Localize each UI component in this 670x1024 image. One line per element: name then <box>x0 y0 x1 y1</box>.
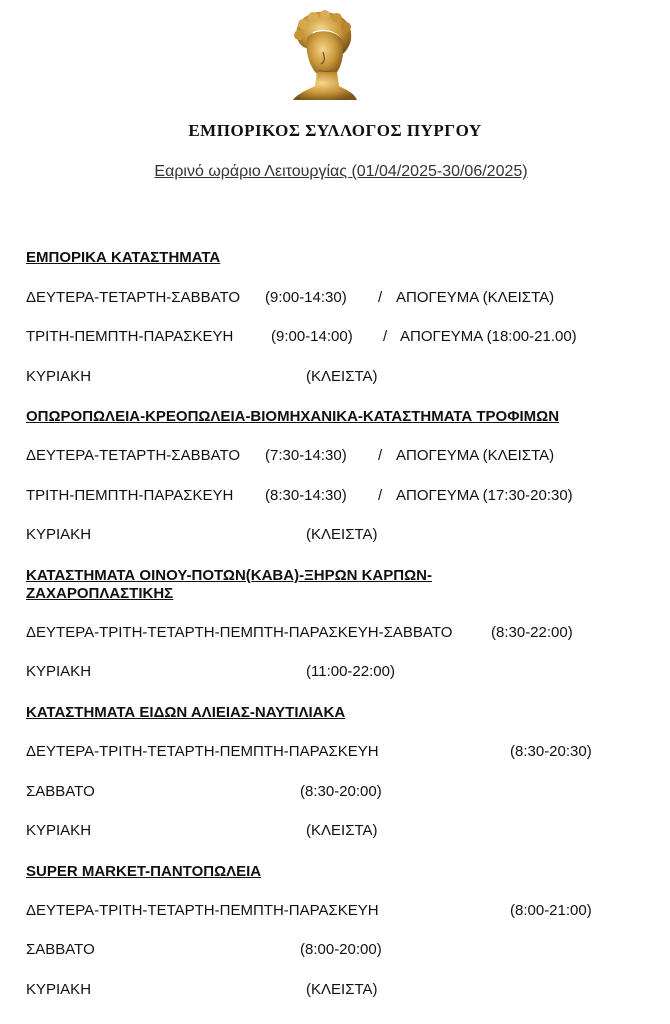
row-separator: / <box>383 328 388 345</box>
row-days: ΔΕΥΤΕΡΑ-ΤΕΤΑΡΤΗ-ΣΑΒΒΑΤΟ <box>26 447 241 464</box>
row-separator: / <box>378 447 383 464</box>
org-title: ΕΜΠΟΡΙΚΟΣ ΣΥΛΛΟΓΟΣ ΠΥΡΓΟΥ <box>188 121 482 140</box>
row-morning-hours: (8:30-14:30) <box>265 487 347 504</box>
row-morning-hours: (9:00-14:00) <box>271 328 353 345</box>
row-hours: (8:00-21:00) <box>510 902 592 919</box>
section-heading-grocers-butchers-food: ΟΠΩΡΟΠΩΛΕΙΑ-ΚΡΕΟΠΩΛΕΙΑ-ΒΙΟΜΗΧΑΝΙΚΑ-ΚΑΤΑΣΤΗΜΑΤΑ ΤΡΟΦΙΜΩΝ <box>26 408 560 425</box>
row-days: ΔΕΥΤΕΡΑ-ΤΕΤΑΡΤΗ-ΣΑΒΒΑΤΟ <box>26 289 241 306</box>
page-subtitle: Εαρινό ωράριο Λειτουργίας (01/04/2025-30/06/2025) <box>154 163 528 180</box>
row-days: ΤΡΙΤΗ-ΠΕΜΠΤΗ-ΠΑΡΑΣΚΕΥΗ <box>26 328 234 345</box>
section-heading-supermarkets: SUPER MARKET-ΠΑΝΤΟΠΩΛΕΙΑ <box>26 863 262 880</box>
section-heading-wine-liquor-nuts-line1: ΚΑΤΑΣΤΗΜΑΤΑ ΟΙΝΟΥ-ΠΟΤΩΝ(ΚΑΒΑ)-ΞΗΡΩΝ ΚΑΡΠΩΝ- <box>26 567 432 584</box>
row-morning-hours: (7:30-14:30) <box>265 447 347 464</box>
row-days: ΚΥΡΙΑΚΗ <box>26 368 92 385</box>
section-heading-wine-liquor-nuts-line2: ΖΑΧΑΡΟΠΛΑΣΤΙΚΗΣ <box>26 585 174 602</box>
row-days: ΔΕΥΤΕΡΑ-ΤΡΙΤΗ-ΤΕΤΑΡΤΗ-ΠΕΜΠΤΗ-ΠΑΡΑΣΚΕΥΗ <box>26 902 379 919</box>
row-hours: (11:00-22:00) <box>306 663 395 680</box>
row-hours: (8:30-22:00) <box>491 624 573 641</box>
row-morning-hours: (9:00-14:30) <box>265 289 347 306</box>
row-hours: (ΚΛΕΙΣΤΑ) <box>306 981 378 998</box>
row-days: ΤΡΙΤΗ-ΠΕΜΠΤΗ-ΠΑΡΑΣΚΕΥΗ <box>26 487 234 504</box>
row-separator: / <box>378 289 383 306</box>
row-hours: (ΚΛΕΙΣΤΑ) <box>306 822 378 839</box>
row-evening-hours: ΑΠΟΓΕΥΜΑ (ΚΛΕΙΣΤΑ) <box>396 447 555 464</box>
row-days: ΚΥΡΙΑΚΗ <box>26 526 92 543</box>
row-separator: / <box>378 487 383 504</box>
row-evening-hours: ΑΠΟΓΕΥΜΑ (ΚΛΕΙΣΤΑ) <box>396 289 555 306</box>
hermes-bust-icon <box>283 8 363 100</box>
row-days: ΚΥΡΙΑΚΗ <box>26 822 92 839</box>
row-days: ΚΥΡΙΑΚΗ <box>26 663 92 680</box>
row-days: ΣΑΒΒΑΤΟ <box>26 941 95 958</box>
row-evening-hours: ΑΠΟΓΕΥΜΑ (17:30-20:30) <box>396 487 573 504</box>
row-hours: (8:00-20:00) <box>300 941 382 958</box>
row-days: ΔΕΥΤΕΡΑ-ΤΡΙΤΗ-ΤΕΤΑΡΤΗ-ΠΕΜΠΤΗ-ΠΑΡΑΣΚΕΥΗ-ΣΑΒΒΑΤΟ <box>26 624 453 641</box>
row-hours: (8:30-20:30) <box>510 743 592 760</box>
row-days: ΚΥΡΙΑΚΗ <box>26 981 92 998</box>
section-heading-fishing-nautical: ΚΑΤΑΣΤΗΜΑΤΑ ΕΙΔΩΝ ΑΛΙΕΙΑΣ-ΝΑΥΤΙΛΙΑΚΑ <box>26 704 346 721</box>
row-hours: (ΚΛΕΙΣΤΑ) <box>306 526 378 543</box>
row-hours: (ΚΛΕΙΣΤΑ) <box>306 368 378 385</box>
row-days: ΣΑΒΒΑΤΟ <box>26 783 95 800</box>
section-heading-commercial-stores: ΕΜΠΟΡΙΚΑ ΚΑΤΑΣΤΗΜΑΤΑ <box>26 249 221 266</box>
row-evening-hours: ΑΠΟΓΕΥΜΑ (18:00-21.00) <box>400 328 577 345</box>
row-hours: (8:30-20:00) <box>300 783 382 800</box>
row-days: ΔΕΥΤΕΡΑ-ΤΡΙΤΗ-ΤΕΤΑΡΤΗ-ΠΕΜΠΤΗ-ΠΑΡΑΣΚΕΥΗ <box>26 743 379 760</box>
